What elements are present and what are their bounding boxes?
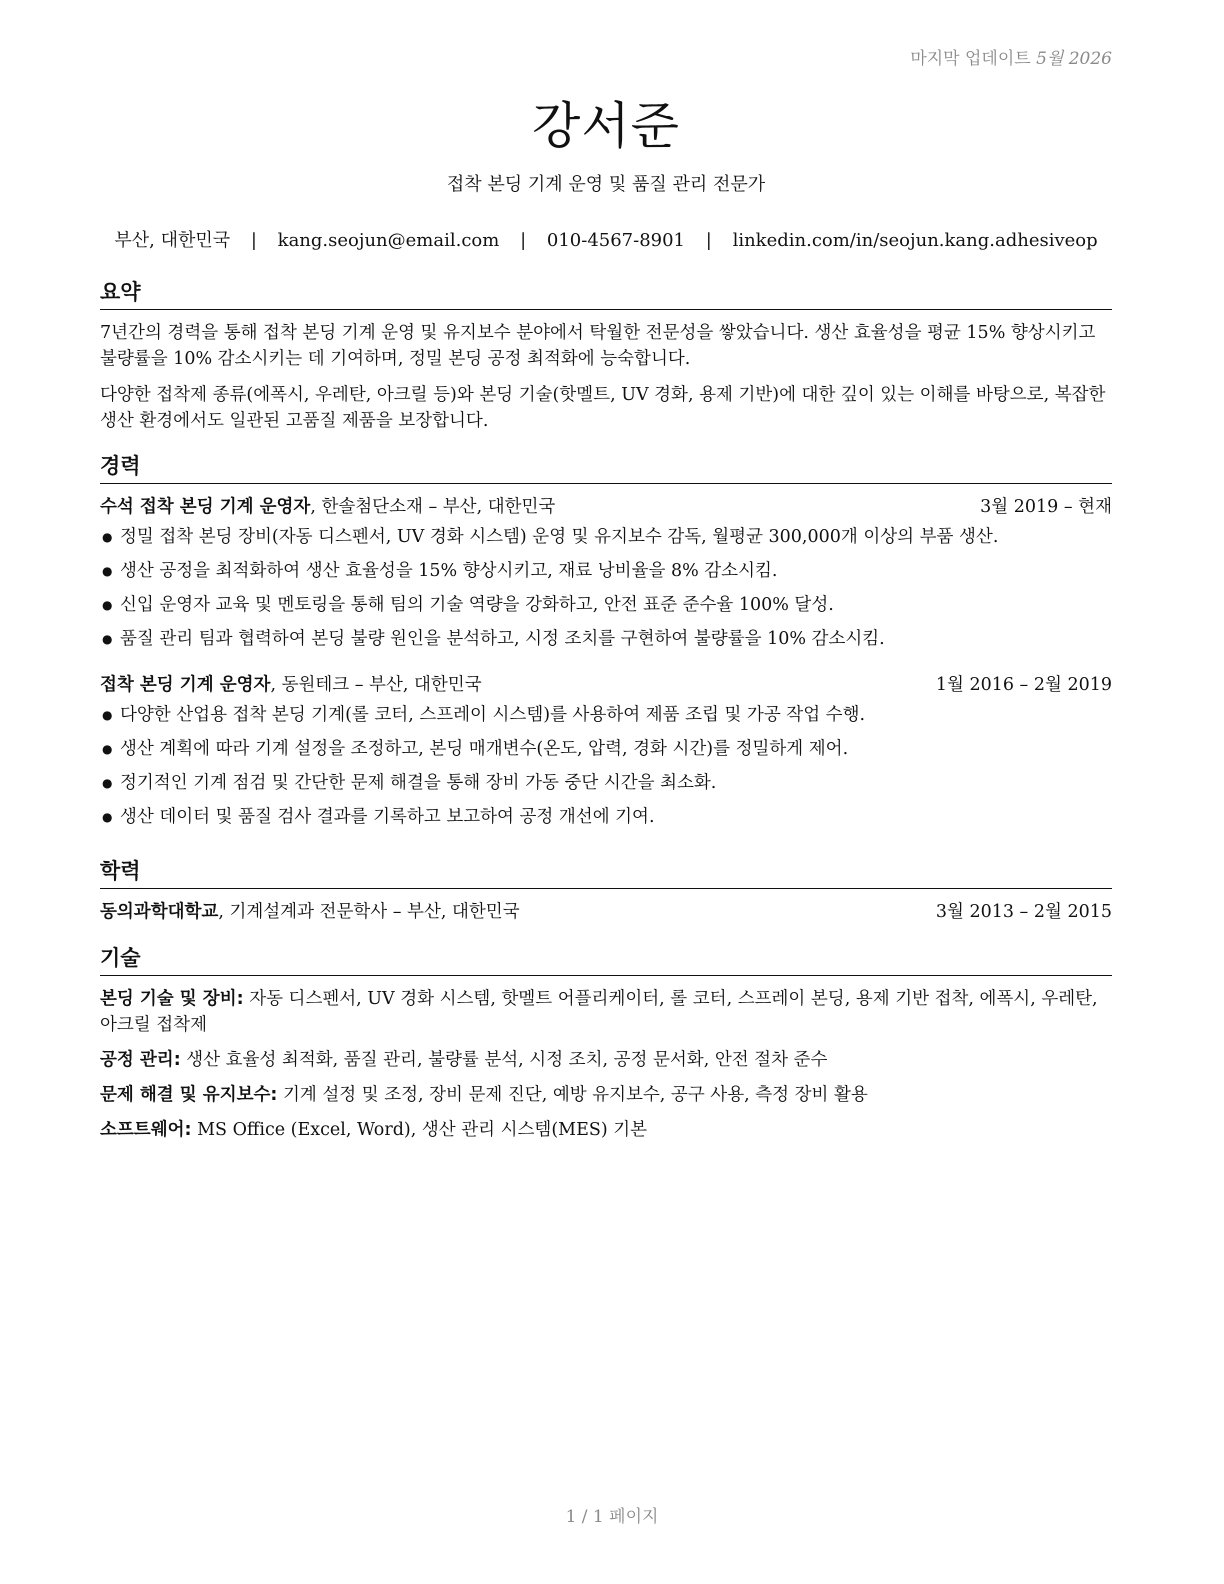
section-title-summary: 요약 [100, 276, 1112, 310]
contact-email[interactable]: kang.seojun@email.com [277, 230, 500, 251]
candidate-name: 강서준 [532, 97, 680, 155]
education-school: 동의과학대학교 [100, 902, 219, 922]
job-role: 접착 본딩 기계 운영자 [100, 675, 271, 695]
job-bullet: ● 정기적인 기계 점검 및 간단한 문제 해결을 통해 장비 가동 중단 시간을 최소화. [100, 770, 1112, 796]
contact-separator: | [705, 230, 712, 251]
page-number: 1 / 1 페이지 [565, 1507, 659, 1527]
contact-separator: | [520, 230, 527, 251]
education-dates: 3월 2013 – 2월 2015 [935, 902, 1112, 922]
skills-section [100, 942, 1112, 1152]
job-bullet: ● 생산 데이터 및 품질 검사 결과를 기록하고 보고하여 공정 개선에 기여. [100, 804, 1112, 830]
education-entry [100, 899, 1112, 925]
job-bullet: ● 신입 운영자 교육 및 멘토링을 통해 팀의 기술 역량을 강화하고, 안전 표준 준수율 100% 달성. [100, 592, 1112, 618]
job-bullet: ● 다양한 산업용 접착 본딩 기계(롤 코터, 스프레이 시스템)를 사용하여 제품 조립 및 가공 작업 수행. [100, 702, 1112, 728]
resume-page [100, 0, 1112, 1584]
job-dates: 1월 2016 – 2월 2019 [935, 675, 1112, 695]
contact-separator: | [250, 230, 257, 251]
summary-section [100, 276, 1112, 444]
job-header [100, 672, 1112, 698]
job-bullet: ● 정밀 접착 본딩 장비(자동 디스펜서, UV 경화 시스템) 운영 및 유지보수 감독, 월평균 300,000개 이상의 부품 생산. [100, 524, 1112, 550]
section-title-skills: 기술 [100, 942, 1112, 976]
job-bullets [100, 524, 1112, 652]
job-role: 수석 접착 본딩 기계 운영자 [100, 497, 311, 517]
last-updated-date: 5월 2026 [1036, 49, 1112, 69]
skill-row [100, 1117, 1112, 1143]
candidate-headline: 접착 본딩 기계 운영 및 품질 관리 전문가 [446, 174, 766, 195]
skill-value: MS Office (Excel, Word), 생산 관리 시스템(MES) 기본 [191, 1120, 648, 1140]
education-section [100, 855, 1112, 929]
skill-row [100, 986, 1112, 1038]
job-company: , 한솔첨단소재 – 부산, 대한민국 [310, 497, 556, 517]
skill-row [100, 1082, 1112, 1108]
job-bullet: ● 생산 계획에 따라 기계 설정을 조정하고, 본딩 매개변수(온도, 압력, 경화 시간)를 정밀하게 제어. [100, 736, 1112, 762]
job-entry [100, 494, 1112, 652]
contact-line [100, 226, 1112, 252]
contact-phone[interactable]: 010-4567-8901 [546, 230, 686, 251]
job-dates: 3월 2019 – 현재 [980, 497, 1112, 517]
summary-paragraph: 다양한 접착제 종류(에폭시, 우레탄, 아크릴 등)와 본딩 기술(핫멜트, UV 경화, 용제 기반)에 대한 깊이 있는 이해를 바탕으로, 복잡한 생산 환경에서도 일관된 고품질 제품을 보장합니다. [100, 385, 1106, 431]
education-detail: , 기계설계과 전문학사 – 부산, 대한민국 [218, 902, 520, 922]
last-updated-label: 마지막 업데이트 [910, 49, 1031, 69]
contact-linkedin[interactable]: linkedin.com/in/seojun.kang.adhesiveop [732, 230, 1098, 251]
job-bullet: ● 생산 공정을 최적화하여 생산 효율성을 15% 향상시키고, 재료 낭비율을 8% 감소시킴. [100, 558, 1112, 584]
skill-value: 자동 디스펜서, UV 경화 시스템, 핫멜트 어플리케이터, 롤 코터, 스프레이 본딩, 용제 기반 접착, 에폭시, 우레탄, 아크릴 접착제 [100, 989, 1098, 1035]
section-title-experience: 경력 [100, 450, 1112, 484]
job-bullet: ● 품질 관리 팀과 협력하여 본딩 불량 원인을 분석하고, 시정 조치를 구현하여 불량률을 10% 감소시킴. [100, 626, 1112, 652]
job-bullets [100, 702, 1112, 830]
experience-section [100, 450, 1112, 838]
job-header [100, 494, 1112, 520]
section-title-education: 학력 [100, 855, 1112, 889]
last-updated [910, 44, 1112, 69]
skill-label: 소프트웨어: [100, 1120, 192, 1140]
skill-value: 생산 효율성 최적화, 품질 관리, 불량률 분석, 시정 조치, 공정 문서화, 안전 절차 준수 [180, 1050, 828, 1070]
job-company: , 동원테크 – 부산, 대한민국 [270, 675, 482, 695]
skill-label: 본딩 기술 및 장비: [100, 989, 244, 1009]
skill-row [100, 1047, 1112, 1073]
summary-paragraph: 7년간의 경력을 통해 접착 본딩 기계 운영 및 유지보수 분야에서 탁월한 전문성을 쌓았습니다. 생산 효율성을 평균 15% 향상시키고 불량률을 10% 감소시키는 데 기여하며, 정밀 본딩 공정 최적화에 능숙합니다. [100, 323, 1096, 369]
skill-label: 문제 해결 및 유지보수: [100, 1085, 278, 1105]
contact-location: 부산, 대한민국 [114, 230, 231, 251]
skill-value: 기계 설정 및 조정, 장비 문제 진단, 예방 유지보수, 공구 사용, 측정 장비 활용 [277, 1085, 868, 1105]
skill-label: 공정 관리: [100, 1050, 181, 1070]
job-entry [100, 672, 1112, 830]
